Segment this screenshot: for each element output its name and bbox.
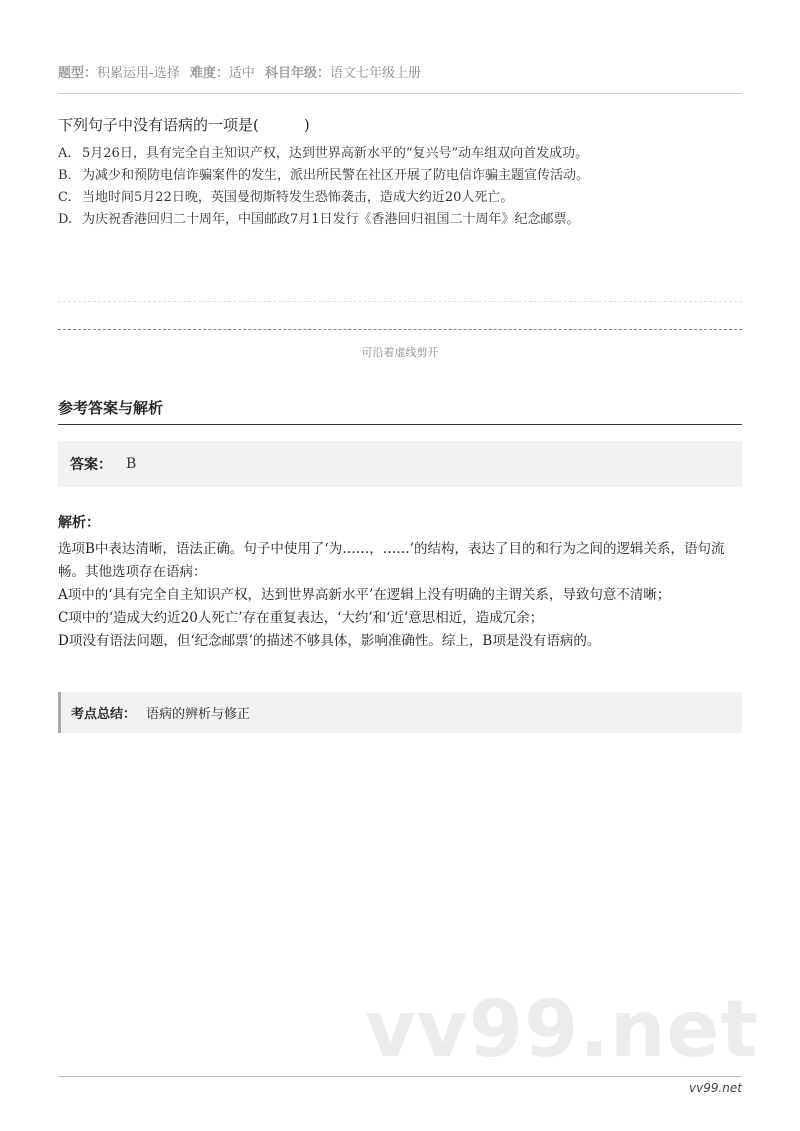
analysis-label: 解析： xyxy=(58,515,100,531)
watermark: vv99.net xyxy=(365,985,759,1075)
answer-label: 答案： xyxy=(70,457,112,473)
summary-label: 考点总结： xyxy=(71,707,137,722)
analysis-paragraph: D项没有语法问题，但‘纪念邮票’的描述不够具体，影响准确性。综上，B项是没有语病的。 xyxy=(58,633,601,649)
answer-section-title: 参考答案与解析 xyxy=(58,399,164,417)
light-dashed-line xyxy=(58,301,742,302)
difficulty-label: 难度： xyxy=(189,66,229,81)
answer-box xyxy=(58,441,742,487)
option-b xyxy=(58,165,742,187)
type-value: 积累运用-选择 xyxy=(97,66,180,81)
question-block xyxy=(58,114,742,231)
option-letter: B. xyxy=(58,168,72,183)
type-label: 题型： xyxy=(58,66,98,81)
analysis-block xyxy=(58,512,742,653)
option-letter: D. xyxy=(58,212,73,227)
top-divider xyxy=(58,93,742,94)
analysis-paragraph: C项中的‘造成大约近20人死亡’存在重复表达，‘大约’和‘近’意思相近，造成冗余； xyxy=(58,610,544,626)
question-meta xyxy=(58,62,427,81)
question-stem: 下列句子中没有语病的一项是( ) xyxy=(58,116,310,134)
grade-value: 语文七年级上册 xyxy=(330,66,422,81)
grade-label: 科目年级： xyxy=(265,66,331,81)
option-a xyxy=(58,143,742,165)
footer-site: vv99.net xyxy=(689,1081,742,1095)
difficulty-value: 适中 xyxy=(228,66,255,81)
option-text: 当地时间5月22日晚，英国曼彻斯特发生恐怖袭击，造成大约近20人死亡。 xyxy=(82,190,514,205)
option-text: 为减少和预防电信诈骗案件的发生，派出所民警在社区开展了防电信诈骗主题宣传活动。 xyxy=(82,168,590,183)
summary-box xyxy=(58,692,742,733)
option-d xyxy=(58,209,742,231)
option-c xyxy=(58,187,742,209)
option-text: 为庆祝香港回归二十周年，中国邮政7月1日发行《香港回归祖国二十周年》纪念邮票。 xyxy=(82,212,580,227)
analysis-paragraph: 选项B中表达清晰，语法正确。句子中使用了‘为……，……’的结构，表达了目的和行为之间的逻辑关系，语句流畅。其他选项存在语病： xyxy=(58,541,725,580)
section-divider xyxy=(58,424,742,425)
cut-hint: 可沿着虚线剪开 xyxy=(361,346,439,359)
footer-divider xyxy=(58,1076,742,1077)
option-text: 5月26日，具有完全自主知识产权，达到世界高新水平的“复兴号”动车组双向首发成功。 xyxy=(82,146,589,161)
option-letter: C. xyxy=(58,190,72,205)
analysis-paragraph: A项中的‘具有完全自主知识产权，达到世界高新水平’在逻辑上没有明确的主谓关系，导致句意不清晰； xyxy=(58,587,671,603)
summary-value: 语病的辨析与修正 xyxy=(146,707,251,722)
answer-value: B xyxy=(126,456,137,472)
option-letter: A. xyxy=(58,146,72,161)
cut-dashed-line xyxy=(58,329,742,330)
